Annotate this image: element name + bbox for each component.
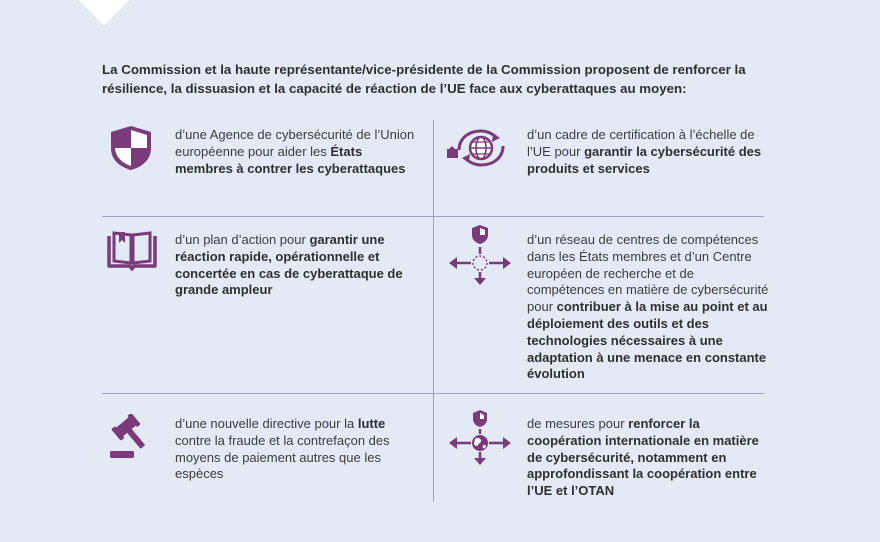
item-agency-text	[175, 127, 420, 177]
item-action-plan-text	[175, 232, 420, 299]
item-network-bold: contribuer à la mise au point et au déploiement des outils et des technologies nécessaires à une adaptation à une menace en constante évolution	[527, 299, 768, 382]
book-icon	[106, 230, 158, 272]
globe-lock-icon	[445, 128, 511, 168]
column-divider	[433, 120, 434, 502]
item-directive-pre: d’une nouvelle directive pour la	[175, 416, 358, 431]
item-network-text	[527, 232, 772, 383]
item-cooperation-text	[527, 416, 767, 500]
page-corner-notch	[79, 0, 130, 25]
item-certification-bold: garantir la cybersécurité des produits et services	[527, 143, 762, 176]
network-shield-icon	[447, 222, 513, 286]
gavel-icon	[108, 414, 156, 460]
shield-icon	[108, 124, 154, 172]
item-certification-pre: d’un cadre de certification à l’échelle de l’UE pour	[527, 127, 755, 159]
item-cooperation-bold: renforcer la coopération internationale en matière de cybersécurité, notamment en approfondissant la coopération entre l’UE et l’OTAN	[527, 416, 759, 499]
item-directive-post: contre la fraude et la contrefaçon des moyens de paiement autres que les espèces	[175, 432, 390, 482]
item-agency-pre: d’une Agence de cybersécurité de l’Union européenne pour aider les	[175, 127, 415, 159]
intro-paragraph: La Commission et la haute représentante/vice-présidente de la Commission proposent de renforcer la résilience, la dissuasion et la capacité de réaction de l’UE face aux cyberattaques au moyen:	[102, 62, 746, 96]
row-divider-2	[102, 393, 764, 394]
globe-shield-icon	[447, 408, 513, 468]
item-certification-text	[527, 127, 767, 177]
item-agency-bold: États membres à contrer les cyberattaques	[175, 143, 406, 176]
item-directive-bold: lutte	[357, 416, 386, 431]
item-cooperation-pre: de mesures pour	[527, 416, 629, 431]
row-divider-1	[102, 216, 764, 217]
item-directive-text	[175, 416, 415, 483]
item-action-plan-pre: d’un plan d’action pour	[175, 232, 310, 247]
item-network-pre: d’un réseau de centres de compétences dans les États membres et d’un Centre européen de recherche et de compétences en matière de cybersécurité pour	[527, 232, 769, 315]
item-action-plan-bold: garantir une réaction rapide, opérationnelle et concertée en cas de cyberattaque de grande ampleur	[175, 232, 403, 298]
